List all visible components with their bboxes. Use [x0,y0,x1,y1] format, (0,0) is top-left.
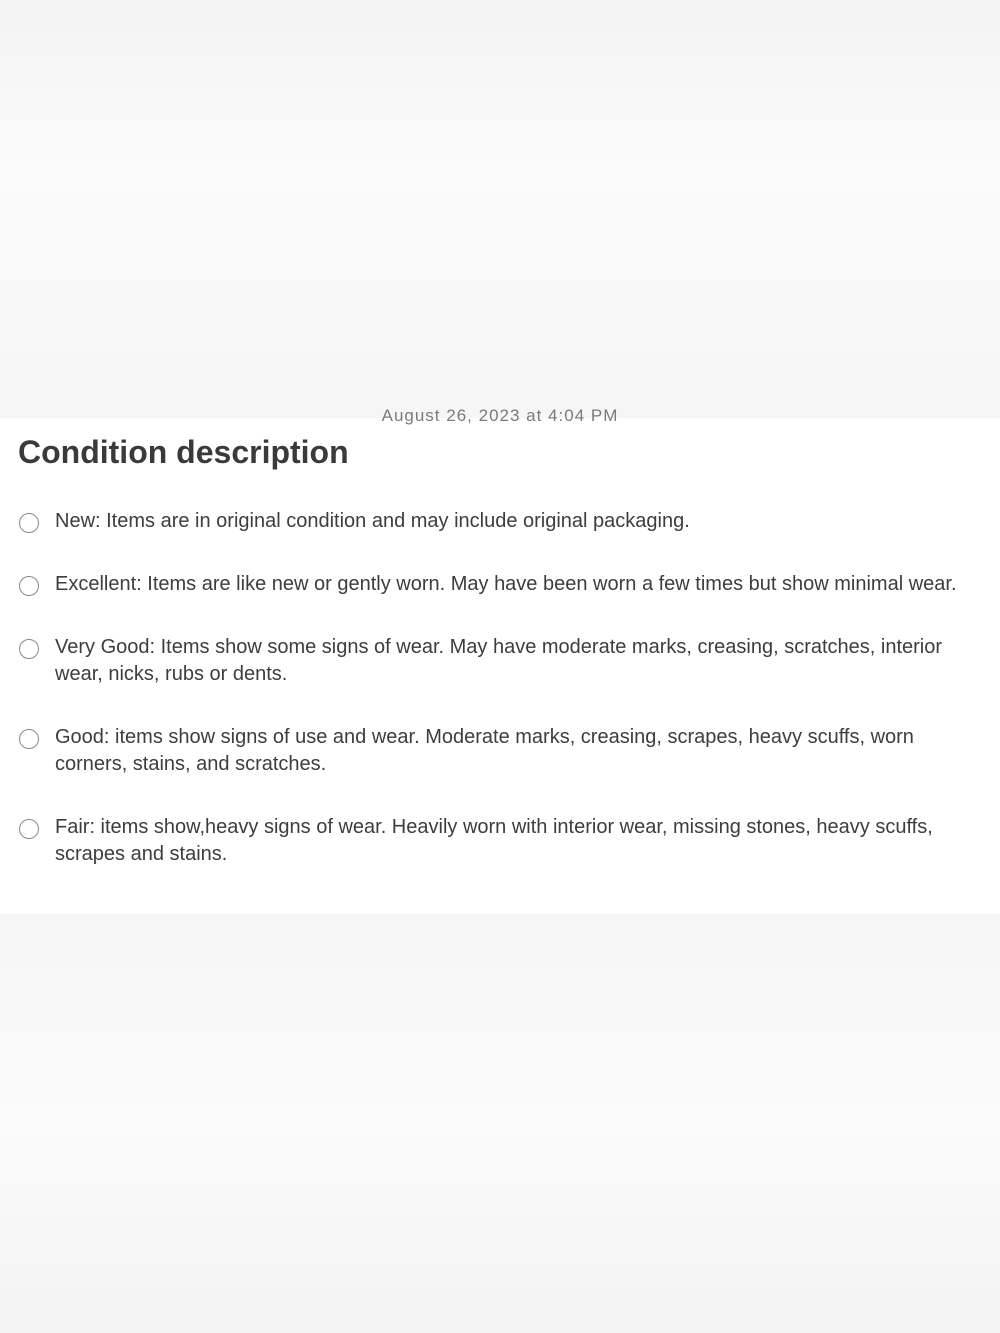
cut-off-timestamp: August 26, 2023 at 4:04 PM [381,406,619,425]
page-title: Condition description [18,434,349,470]
condition-description-panel [0,406,1000,914]
condition-option-label: Fair: items show,heavy signs of wear. Heavily worn with interior wear, missing stones, heavy scuffs, scrapes and stains. [55,816,933,865]
radio-unselected-icon[interactable] [19,729,39,749]
condition-option-fair[interactable] [0,814,1000,868]
blurred-background-top [0,0,1000,418]
condition-option-label: Good: items show signs of use and wear. Moderate marks, creasing, scrapes, heavy scuffs, worn corners, stains, and scratches. [55,726,914,775]
radio-unselected-icon[interactable] [19,639,39,659]
blurred-background-bottom [0,914,1000,1333]
condition-option-new[interactable] [0,508,1000,535]
condition-option-excellent[interactable] [0,571,1000,598]
radio-unselected-icon[interactable] [19,513,39,533]
condition-option-label: New: Items are in original condition and may include original packaging. [55,510,690,532]
radio-unselected-icon[interactable] [19,819,39,839]
condition-options-list [0,508,1000,904]
condition-option-very-good[interactable] [0,634,1000,688]
condition-option-label: Excellent: Items are like new or gently worn. May have been worn a few times but show minimal wear. [55,573,957,595]
radio-unselected-icon[interactable] [19,576,39,596]
condition-option-label: Very Good: Items show some signs of wear. May have moderate marks, creasing, scratches, interior wear, nicks, rubs or dents. [55,636,943,685]
condition-option-good[interactable] [0,724,1000,778]
